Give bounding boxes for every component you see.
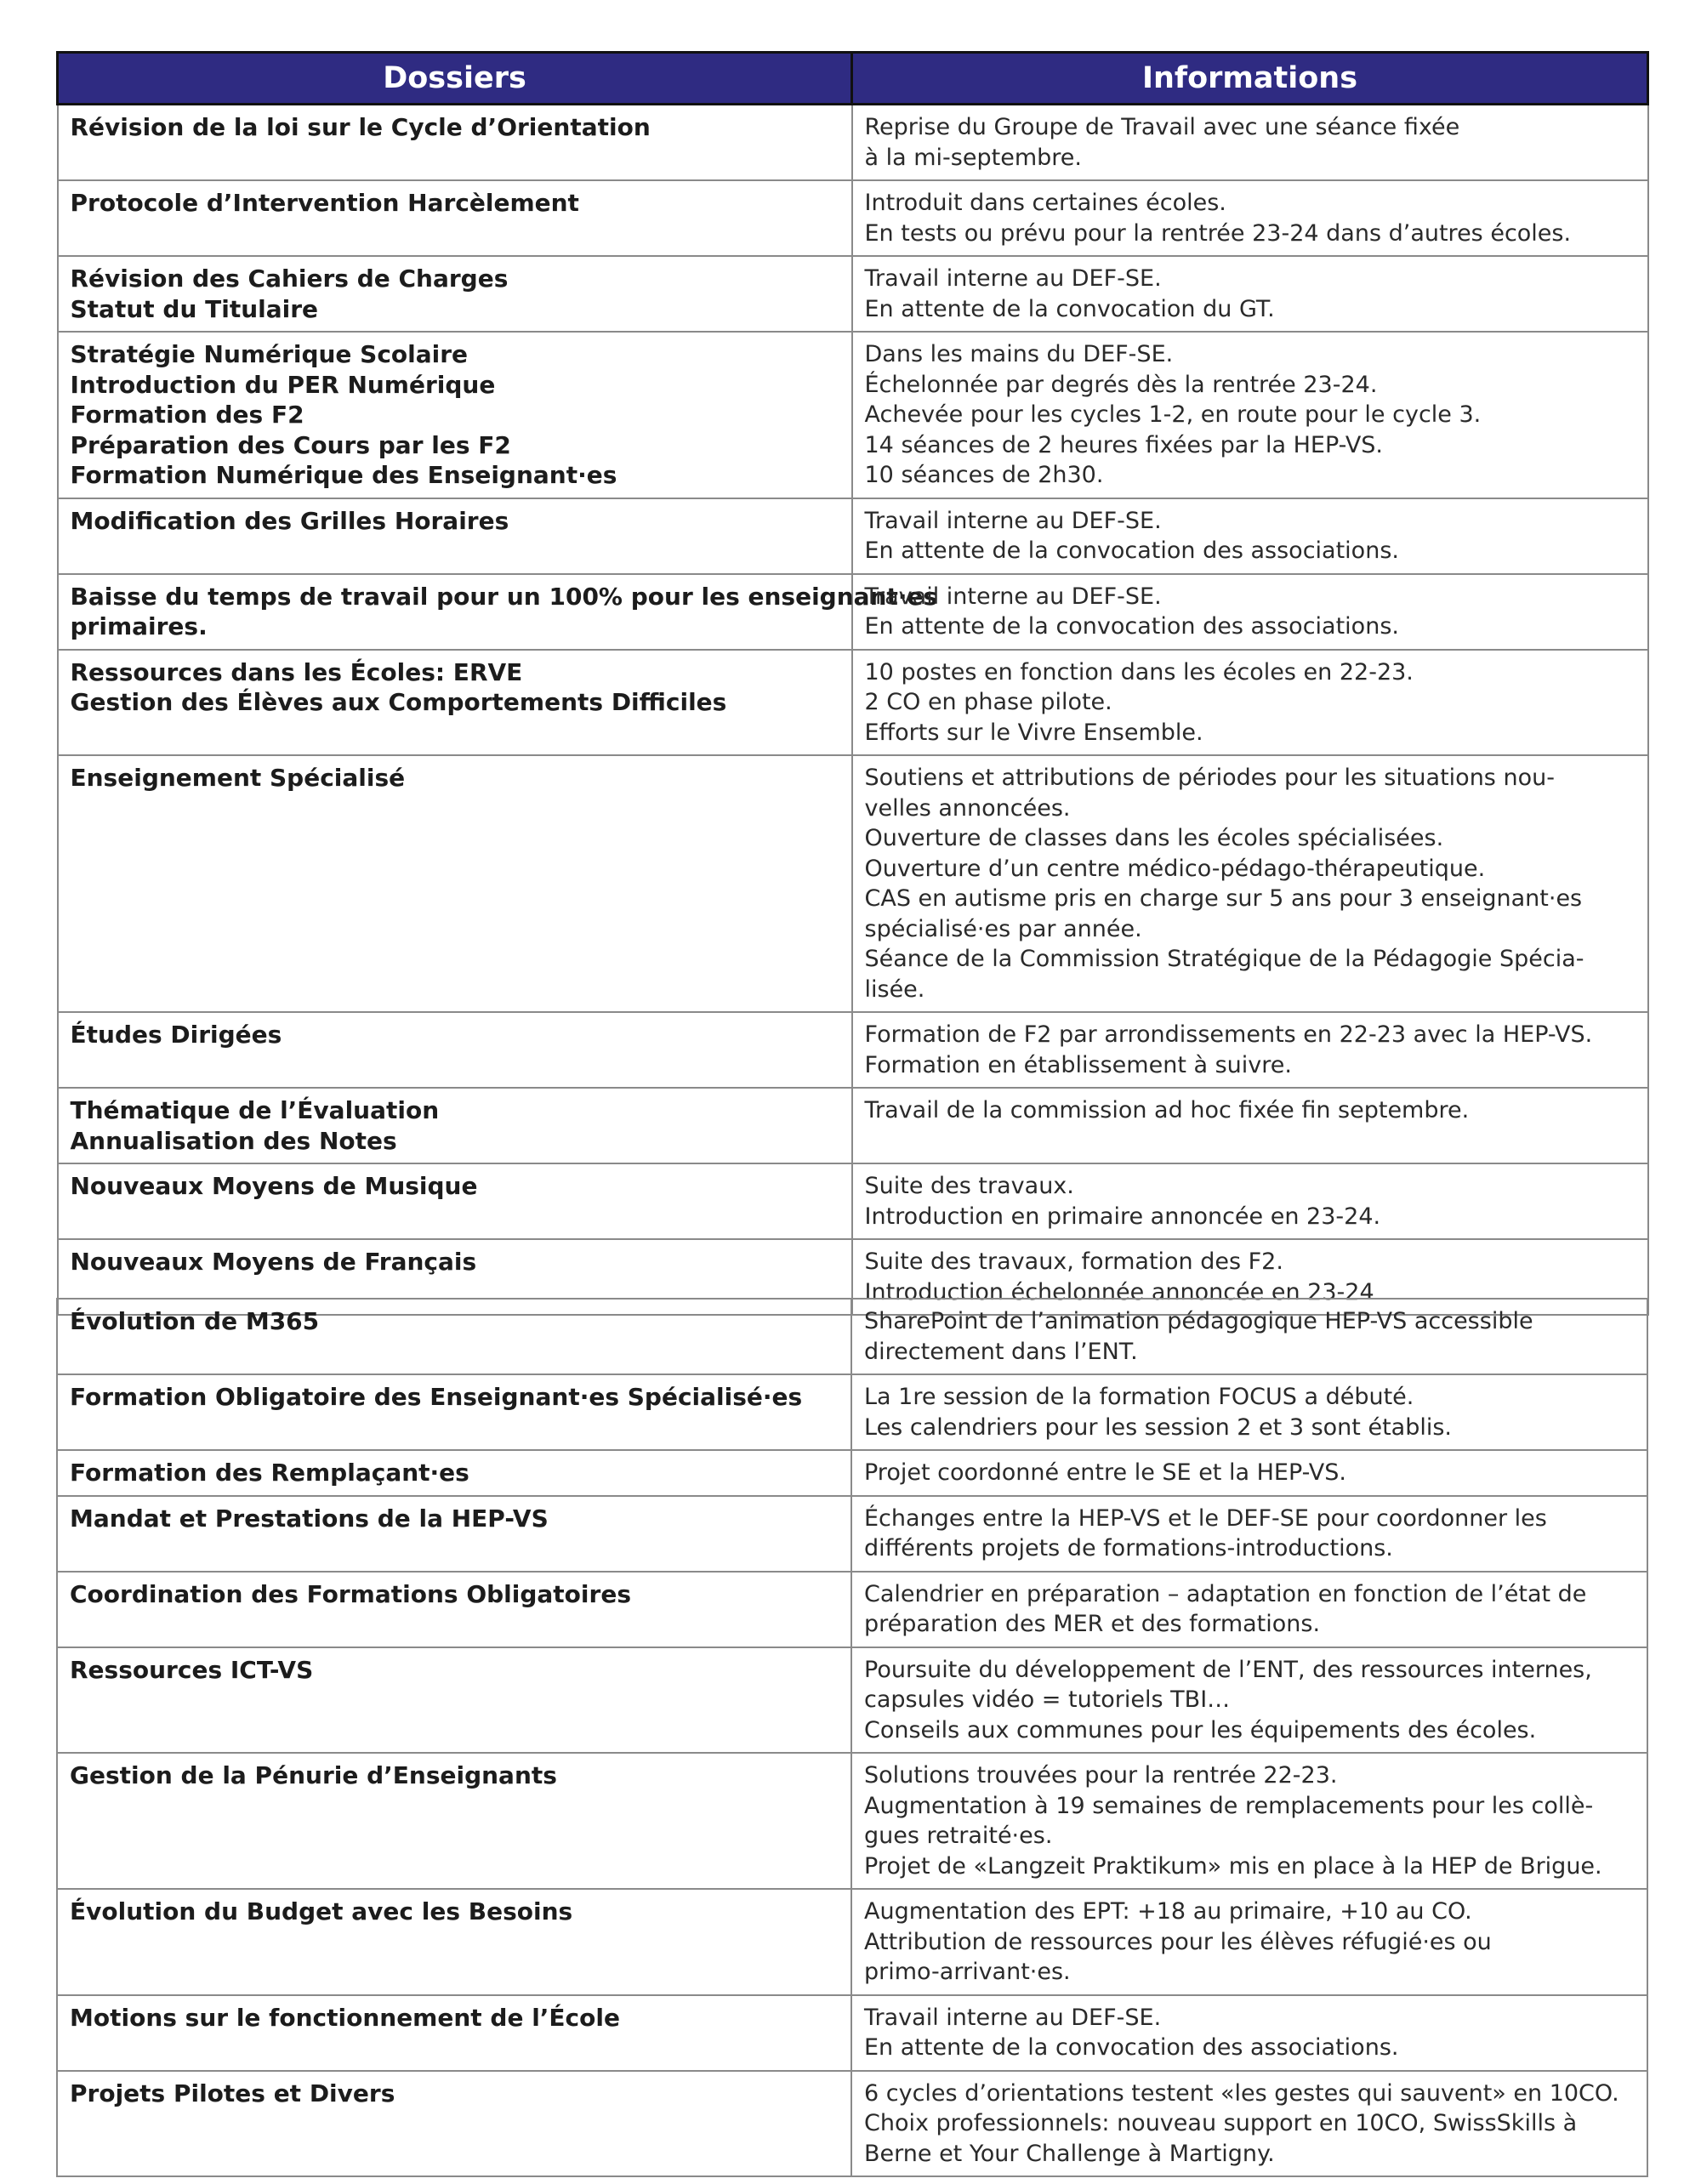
information-line: Achevée pour les cycles 1-2, en route pour le cycle 3.	[864, 401, 1482, 428]
information-cell	[851, 1753, 1647, 1889]
table-row	[58, 650, 1648, 756]
information-line: lisée.	[864, 975, 925, 1003]
information-line: 6 cycles d’orientations testent «les gestes qui sauvent» en 10CO.	[864, 2079, 1619, 2107]
table-row	[57, 1496, 1647, 1572]
table-row	[58, 105, 1648, 181]
information-line: différents projets de formations-introductions.	[864, 1535, 1393, 1561]
dossier-cell	[57, 1572, 851, 1647]
dossier-line: Études Dirigées	[70, 1021, 282, 1049]
dossier-line: Gestion des Élèves aux Comportements Difficiles	[70, 688, 727, 716]
information-line: CAS en autisme pris en charge sur 5 ans pour 3 enseignant·es	[864, 885, 1583, 912]
information-line: Introduction en primaire annoncée en 23-24.	[864, 1203, 1381, 1230]
information-line: spécialisé·es par année.	[864, 915, 1142, 942]
table-row	[58, 755, 1648, 1012]
information-line: primo-arrivant·es.	[864, 1959, 1071, 1985]
dossier-line: Introduction du PER Numérique	[70, 370, 496, 399]
dossiers-table-continued	[56, 1298, 1648, 2177]
dossier-cell	[58, 755, 852, 1012]
information-cell	[851, 1889, 1647, 1995]
information-cell	[852, 256, 1648, 332]
dossier-line: Gestion de la Pénurie d’Enseignants	[70, 1761, 557, 1789]
dossier-cell	[58, 1088, 852, 1163]
dossier-cell	[58, 332, 852, 498]
table-row	[58, 256, 1648, 332]
information-line: Berne et Your Challenge à Martigny.	[864, 2140, 1275, 2167]
information-line: En attente de la convocation du GT.	[864, 295, 1275, 322]
dossier-line: Évolution du Budget avec les Besoins	[70, 1897, 573, 1925]
information-line: Travail interne au DEF-SE.	[864, 507, 1162, 534]
dossier-line: Coordination des Formations Obligatoires	[70, 1579, 631, 1608]
information-line: Efforts sur le Vivre Ensemble.	[864, 719, 1203, 746]
information-line: Augmentation à 19 semaines de remplacements pour les collè-	[864, 1792, 1594, 1819]
dossier-cell	[58, 650, 852, 756]
information-line: Projet de «Langzeit Praktikum» mis en place à la HEP de Brigue.	[864, 1852, 1602, 1880]
dossier-cell	[57, 1496, 851, 1572]
table-row	[58, 180, 1648, 256]
information-line: En attente de la convocation des associations.	[864, 2034, 1399, 2061]
dossiers-table-main	[56, 51, 1649, 1316]
information-line: Travail interne au DEF-SE.	[864, 265, 1162, 292]
dossier-cell	[57, 1753, 851, 1889]
dossier-line: Révision des Cahiers de Charges	[70, 264, 509, 293]
table-row	[58, 1163, 1648, 1239]
information-line: Reprise du Groupe de Travail avec une séance fixée	[864, 114, 1460, 140]
information-line: Poursuite du développement de l’ENT, des ressources internes,	[864, 1656, 1592, 1683]
information-cell	[851, 2071, 1647, 2177]
dossier-line: Statut du Titulaire	[70, 294, 319, 323]
dossier-line: Thématique de l’Évaluation	[70, 1096, 440, 1124]
dossier-line: Mandat et Prestations de la HEP-VS	[70, 1504, 549, 1533]
information-cell	[851, 1450, 1647, 1496]
information-line: Ouverture de classes dans les écoles spécialisées.	[864, 825, 1444, 851]
dossier-cell	[58, 105, 852, 181]
dossier-line: Ressources ICT-VS	[70, 1655, 314, 1684]
information-cell	[852, 1163, 1648, 1239]
dossier-line: Formation Numérique des Enseignant·es	[70, 461, 617, 489]
information-line: Échanges entre la HEP-VS et le DEF-SE pour coordonner les	[864, 1504, 1547, 1532]
information-cell	[851, 1995, 1647, 2071]
dossier-line: Formation des F2	[70, 401, 304, 429]
dossier-line: Nouveaux Moyens de Français	[70, 1248, 477, 1276]
dossier-cell	[57, 2071, 851, 2177]
information-cell	[852, 574, 1648, 650]
information-line: Formation de F2 par arrondissements en 22-23 avec la HEP-VS.	[864, 1021, 1593, 1048]
dossier-cell	[57, 1995, 851, 2071]
header-dossiers: Dossiers	[58, 53, 852, 105]
information-line: Formation en établissement à suivre.	[864, 1051, 1292, 1078]
dossier-line: Formation des Remplaçant·es	[70, 1459, 469, 1487]
dossier-line: Ressources dans les Écoles: ERVE	[70, 657, 523, 686]
information-line: velles annoncées.	[864, 794, 1071, 822]
information-line: Suite des travaux.	[864, 1173, 1074, 1199]
dossier-line: Révision de la loi sur le Cycle d’Orientation	[70, 113, 651, 141]
information-line: à la mi-septembre.	[864, 144, 1082, 171]
information-line: En attente de la convocation des associations.	[864, 537, 1399, 564]
table-row	[58, 498, 1648, 574]
dossier-cell	[58, 1012, 852, 1088]
information-cell	[852, 105, 1648, 181]
information-line: capsules vidéo = tutoriels TBI…	[864, 1686, 1231, 1713]
information-line: SharePoint de l’animation pédagogique HEP-VS accessible	[864, 1308, 1533, 1334]
table-row	[57, 1889, 1647, 1995]
information-cell	[852, 180, 1648, 256]
dossier-line: Motions sur le fonctionnement de l’École	[70, 2003, 620, 2032]
information-cell	[851, 1496, 1647, 1572]
information-line: Travail interne au DEF-SE.	[864, 2004, 1162, 2031]
information-line: gues retraité·es.	[864, 1823, 1053, 1849]
information-line: Les calendriers pour les session 2 et 3 sont établis.	[864, 1413, 1452, 1441]
table-row	[57, 1374, 1647, 1450]
table-row	[57, 1572, 1647, 1647]
information-line: Conseils aux communes pour les équipements des écoles.	[864, 1716, 1537, 1743]
information-line: Attribution de ressources pour les élèves réfugié·es ou	[864, 1928, 1492, 1955]
information-cell	[852, 650, 1648, 756]
information-cell	[851, 1299, 1647, 1374]
dossier-line: Projets Pilotes et Divers	[70, 2079, 395, 2107]
information-line: Calendrier en préparation – adaptation en fonction de l’état de	[864, 1580, 1587, 1607]
information-cell	[851, 1572, 1647, 1647]
information-line: préparation des MER et des formations.	[864, 1611, 1321, 1637]
information-cell	[852, 755, 1648, 1012]
dossier-cell	[57, 1374, 851, 1450]
information-cell	[851, 1647, 1647, 1754]
table-row	[58, 1012, 1648, 1088]
dossier-cell	[58, 180, 852, 256]
dossier-line: Nouveaux Moyens de Musique	[70, 1172, 478, 1200]
information-cell	[852, 1012, 1648, 1088]
information-line: Échelonnée par degrés dès la rentrée 23-24.	[864, 371, 1378, 398]
information-line: 14 séances de 2 heures fixées par la HEP-VS.	[864, 431, 1384, 458]
table-row	[57, 1753, 1647, 1889]
dossier-cell	[57, 1647, 851, 1754]
dossier-line: Annualisation des Notes	[70, 1126, 397, 1155]
information-line: Dans les mains du DEF-SE.	[864, 341, 1174, 367]
table-row	[57, 2071, 1647, 2177]
dossier-cell	[58, 574, 938, 650]
table-body	[58, 105, 1648, 1316]
dossier-line: Baisse du temps de travail pour un 100% pour les enseignant·es	[70, 582, 938, 611]
information-line: Introduit dans certaines écoles.	[864, 190, 1226, 216]
dossier-line: Protocole d’Intervention Harcèlement	[70, 189, 579, 217]
dossier-line: Formation Obligatoire des Enseignant·es Spécialisé·es	[70, 1383, 803, 1411]
information-line: directement dans l’ENT.	[864, 1338, 1138, 1365]
table-row	[57, 1450, 1647, 1496]
information-line: Suite des travaux, formation des F2.	[864, 1248, 1283, 1275]
dossier-cell	[58, 256, 852, 332]
dossier-cell	[58, 1163, 852, 1239]
information-line: Introduction échelonnée annoncée en 23-24	[864, 1278, 1374, 1305]
information-line: Projet coordonné entre le SE et la HEP-VS.	[864, 1459, 1346, 1486]
information-cell	[852, 498, 1648, 574]
table-row	[58, 332, 1648, 498]
information-line: Travail interne au DEF-SE.	[864, 583, 1162, 610]
table-row	[57, 1647, 1647, 1754]
table-row	[58, 574, 1648, 650]
information-line: Solutions trouvées pour la rentrée 22-23.	[864, 1762, 1338, 1789]
dossier-line: Préparation des Cours par les F2	[70, 430, 511, 459]
information-line: 10 séances de 2h30.	[864, 462, 1104, 488]
information-line: En attente de la convocation des associations.	[864, 613, 1399, 640]
dossier-line: Enseignement Spécialisé	[70, 764, 406, 792]
dossier-line: Stratégie Numérique Scolaire	[70, 340, 469, 368]
information-cell	[852, 332, 1648, 498]
information-line: 2 CO en phase pilote.	[864, 689, 1112, 715]
table-row	[57, 1995, 1647, 2071]
dossier-cell	[57, 1450, 851, 1496]
information-cell	[852, 1088, 1648, 1163]
header-informations: Informations	[852, 53, 1648, 105]
table-body	[57, 1299, 1647, 2176]
information-line: Choix professionnels: nouveau support en 10CO, SwissSkills à	[864, 2110, 1578, 2136]
information-line: La 1re session de la formation FOCUS a débuté.	[864, 1384, 1414, 1410]
information-line: Soutiens et attributions de périodes pour les situations nou-	[864, 765, 1555, 791]
table-header-row	[58, 53, 1648, 105]
information-line: Augmentation des EPT: +18 au primaire, +10 au CO.	[864, 1898, 1472, 1925]
dossier-cell	[57, 1299, 851, 1374]
dossier-cell	[57, 1889, 851, 1995]
dossier-line: Évolution de M365	[70, 1307, 320, 1335]
dossier-cell	[58, 498, 852, 574]
information-line: 10 postes en fonction dans les écoles en 22-23.	[864, 658, 1414, 685]
information-line: Ouverture d’un centre médico-pédago-thérapeutique.	[864, 855, 1486, 882]
information-cell	[851, 1374, 1647, 1450]
table-row	[58, 1088, 1648, 1163]
information-line: En tests ou prévu pour la rentrée 23-24 dans d’autres écoles.	[864, 219, 1572, 247]
information-line: Séance de la Commission Stratégique de la Pédagogie Spécia-	[864, 946, 1584, 972]
dossier-line: primaires.	[70, 612, 208, 640]
information-line: Travail de la commission ad hoc fixée fin septembre.	[864, 1097, 1470, 1123]
table-row	[57, 1299, 1647, 1374]
dossier-line: Modification des Grilles Horaires	[70, 506, 509, 535]
